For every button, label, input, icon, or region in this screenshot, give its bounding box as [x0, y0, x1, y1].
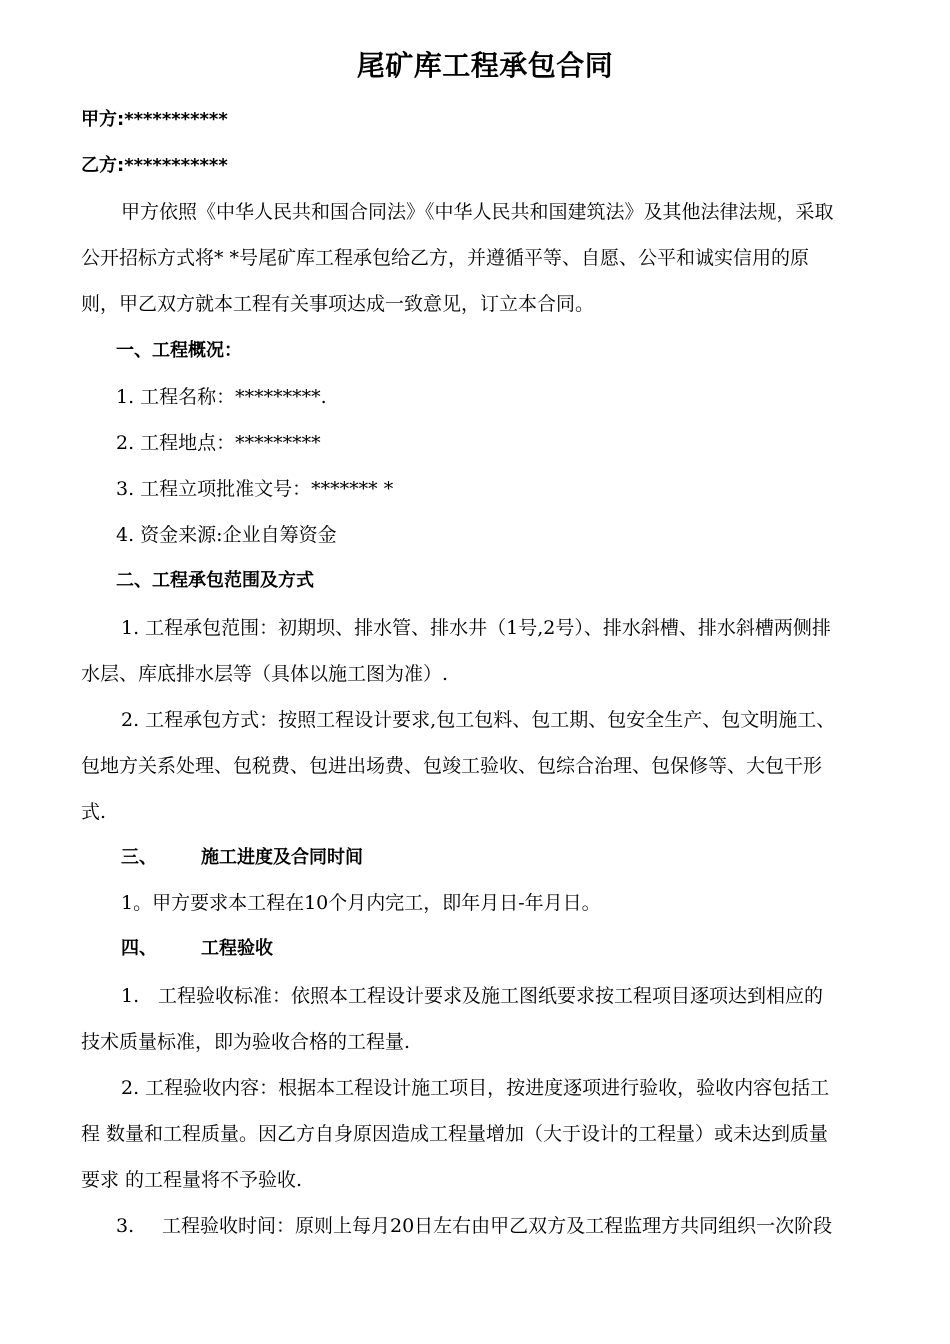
section-2-p2-line-2: 包地方关系处理、包税费、包进出场费、包竣工验收、包综合治理、包保修等、大包干形	[81, 755, 823, 777]
section-1-item-3: 3. 工程立项批准文号：******* *	[116, 478, 394, 500]
section-3-p1: 1。甲方要求本工程在10个月内完工，即年月日-年月日。	[121, 892, 601, 914]
section-4-number: 四、	[121, 938, 157, 959]
section-2-heading: 二、工程承包范围及方式	[116, 570, 314, 591]
section-1-item-1: 1. 工程名称：*********.	[116, 386, 327, 408]
section-2-p2-line-1: 2. 工程承包方式：按照工程设计要求,包工包料、包工期、包安全生产、包文明施工、	[121, 709, 836, 731]
party-b-line: 乙方:***********	[81, 155, 228, 176]
section-4-p2-line-2: 程 数量和工程质量。因乙方自身原因造成工程量增加（大于设计的工程量）或未达到质量	[81, 1123, 829, 1145]
section-3-heading: 施工进度及合同时间	[201, 847, 363, 868]
section-4-p3-line-1: 工程验收时间：原则上每月20日左右由甲乙双方及工程监理方共同组织一次阶段	[162, 1215, 833, 1237]
section-4-p2-line-3: 要求 的工程量将不予验收.	[81, 1169, 303, 1191]
party-a-line: 甲方:***********	[81, 109, 228, 130]
section-4-p1-line-2: 技术质量标准，即为验收合格的工程量.	[81, 1031, 411, 1053]
section-1-heading: 一、工程概况：	[116, 340, 242, 361]
section-4-p1-line-1: 工程验收标准：依照本工程设计要求及施工图纸要求按工程项目逐项达到相应的	[158, 985, 824, 1007]
section-1-item-4: 4. 资金来源:企业自筹资金	[116, 524, 337, 546]
section-2-p2-line-3: 式.	[81, 801, 107, 823]
document-title: 尾矿库工程承包合同	[356, 49, 614, 82]
section-4-p2-line-1: 2. 工程验收内容：根据本工程设计施工项目，按进度逐项进行验收，验收内容包括工	[121, 1077, 830, 1099]
intro-line-1: 甲方依照《中华人民共和国合同法》《中华人民共和国建筑法》及其他法律法规，采取	[121, 201, 834, 223]
section-4-p3-number: 3.	[116, 1215, 135, 1237]
section-4-p1-number: 1.	[121, 985, 140, 1007]
section-1-item-2: 2. 工程地点：*********	[116, 432, 321, 454]
section-2-p1-line-2: 水层、库底排水层等（具体以施工图为准）.	[81, 663, 449, 685]
section-4-heading: 工程验收	[201, 938, 273, 959]
section-2-p1-line-1: 1. 工程承包范围：初期坝、排水管、排水井（1号,2号）、排水斜槽、排水斜槽两侧排	[121, 617, 831, 639]
section-3-number: 三、	[121, 847, 157, 868]
intro-line-2: 公开招标方式将* *号尾矿库工程承包给乙方，并遵循平等、自愿、公平和诚实信用的原	[81, 247, 810, 269]
intro-line-3: 则，甲乙双方就本工程有关事项达成一致意见，订立本合同。	[81, 293, 595, 315]
